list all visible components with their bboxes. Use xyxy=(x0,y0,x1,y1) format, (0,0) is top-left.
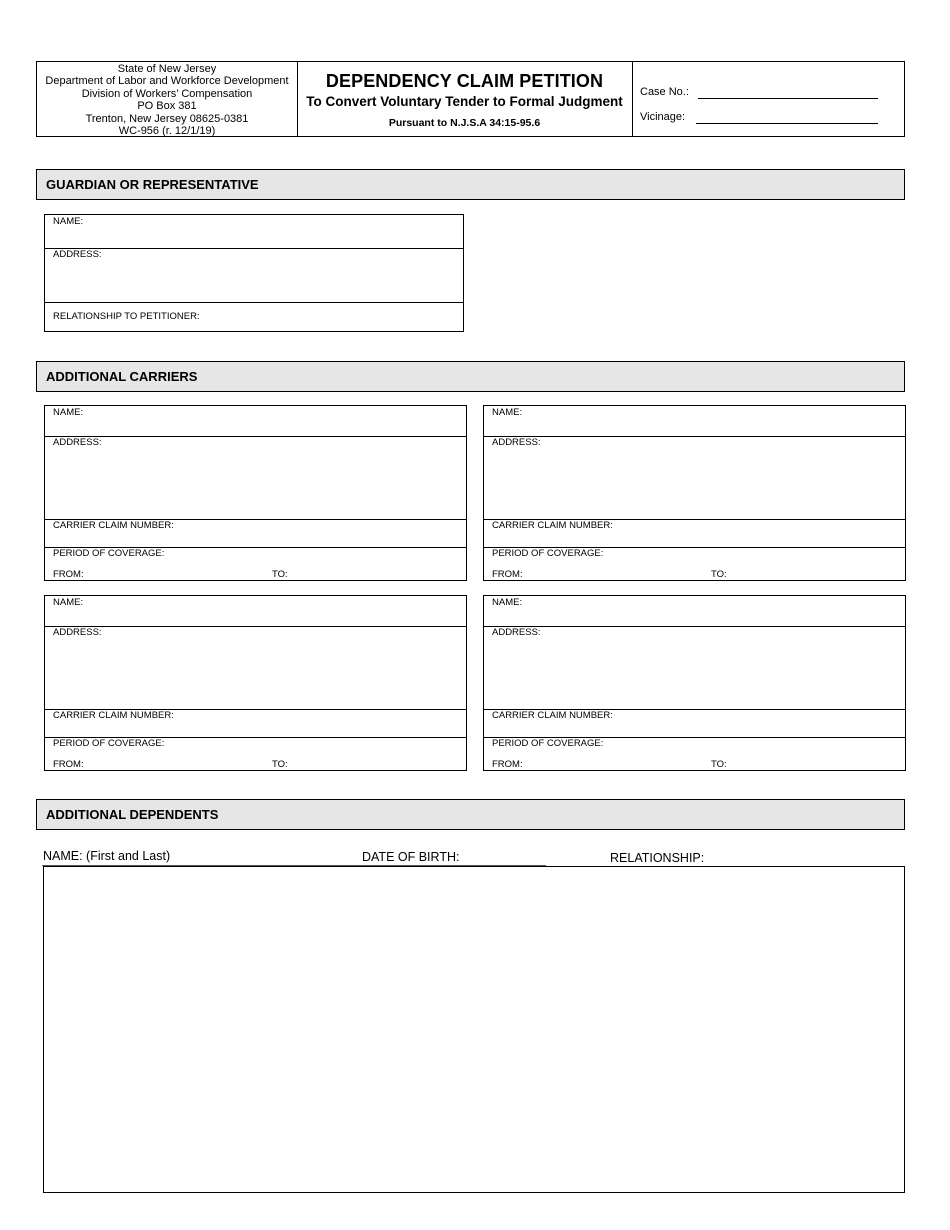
carrier-claim-number-field[interactable] xyxy=(45,520,466,548)
to-label: TO: xyxy=(711,759,727,770)
agency-line: Department of Labor and Workforce Development xyxy=(45,75,289,88)
carrier-claim-number-field[interactable] xyxy=(45,710,466,738)
dependent-name-header: NAME: (First and Last) xyxy=(43,849,171,863)
case-no-field[interactable] xyxy=(698,98,878,99)
address-label: ADDRESS: xyxy=(492,627,541,638)
carrier-address-field[interactable] xyxy=(45,437,466,520)
form-title: DEPENDENCY CLAIM PETITION xyxy=(325,71,604,91)
form-subtitle: To Convert Voluntary Tender to Formal Judgment xyxy=(306,94,623,109)
dependents-section-header: ADDITIONAL DEPENDENTS xyxy=(36,799,905,830)
carrier-name-field[interactable] xyxy=(484,596,905,627)
guardian-relationship-field[interactable] xyxy=(45,303,463,332)
guardian-name-field[interactable] xyxy=(45,215,463,249)
guardian-section-header: GUARDIAN OR REPRESENTATIVE xyxy=(36,169,905,200)
claim-number-label: CARRIER CLAIM NUMBER: xyxy=(492,710,613,721)
carrier-period-field[interactable] xyxy=(484,548,905,581)
carrier-period-field[interactable] xyxy=(484,738,905,771)
carrier-address-field[interactable] xyxy=(484,437,905,520)
name-label: NAME: xyxy=(492,597,523,608)
agency-line: Trenton, New Jersey 08625-0381 xyxy=(85,112,249,125)
statute-reference: Pursuant to N.J.S.A 34:15-95.6 xyxy=(388,117,541,129)
carrier-address-field[interactable] xyxy=(45,627,466,710)
dependent-relationship-header: RELATIONSHIP: xyxy=(610,851,705,865)
guardian-box xyxy=(44,214,464,332)
claim-number-label: CARRIER CLAIM NUMBER: xyxy=(53,710,174,721)
name-label: NAME: xyxy=(53,597,84,608)
carrier-name-field[interactable] xyxy=(45,596,466,627)
case-block xyxy=(632,62,904,136)
form-number: WC-956 (r. 12/1/19) xyxy=(118,125,216,138)
from-label: FROM: xyxy=(53,569,84,580)
from-label: FROM: xyxy=(53,759,84,770)
dependents-entry-area[interactable] xyxy=(43,866,905,1193)
carriers-section-header: ADDITIONAL CARRIERS xyxy=(36,361,905,392)
carrier-name-field[interactable] xyxy=(484,406,905,437)
claim-number-label: CARRIER CLAIM NUMBER: xyxy=(492,520,613,531)
name-label: NAME: xyxy=(53,407,84,418)
dependent-dob-header: DATE OF BIRTH: xyxy=(362,850,460,864)
period-label: PERIOD OF COVERAGE: xyxy=(492,548,604,559)
case-no-label: Case No.: xyxy=(640,86,689,98)
to-label: TO: xyxy=(272,759,288,770)
relationship-label: RELATIONSHIP TO PETITIONER: xyxy=(53,311,200,322)
agency-block xyxy=(37,62,298,137)
from-label: FROM: xyxy=(492,759,523,770)
carrier-address-field[interactable] xyxy=(484,627,905,710)
address-label: ADDRESS: xyxy=(53,437,102,448)
agency-line: Division of Workers’ Compensation xyxy=(81,87,253,100)
from-label: FROM: xyxy=(492,569,523,580)
carrier-box xyxy=(44,405,467,581)
address-label: ADDRESS: xyxy=(53,249,102,260)
address-label: ADDRESS: xyxy=(492,437,541,448)
period-label: PERIOD OF COVERAGE: xyxy=(492,738,604,749)
carrier-period-field[interactable] xyxy=(45,738,466,771)
case-no-row xyxy=(640,86,896,98)
vicinage-row xyxy=(640,111,896,123)
carrier-claim-number-field[interactable] xyxy=(484,520,905,548)
period-label: PERIOD OF COVERAGE: xyxy=(53,548,165,559)
name-label: NAME: xyxy=(53,216,84,227)
carrier-claim-number-field[interactable] xyxy=(484,710,905,738)
agency-line: PO Box 381 xyxy=(137,100,197,113)
agency-line: State of New Jersey xyxy=(117,63,217,75)
form-header xyxy=(36,61,905,137)
carrier-period-field[interactable] xyxy=(45,548,466,581)
address-label: ADDRESS: xyxy=(53,627,102,638)
guardian-address-field[interactable] xyxy=(45,249,463,303)
claim-number-label: CARRIER CLAIM NUMBER: xyxy=(53,520,174,531)
carrier-box xyxy=(483,595,906,771)
vicinage-field[interactable] xyxy=(696,123,878,124)
vicinage-label: Vicinage: xyxy=(640,111,686,123)
to-label: TO: xyxy=(711,569,727,580)
to-label: TO: xyxy=(272,569,288,580)
carrier-box xyxy=(44,595,467,771)
title-block xyxy=(297,62,633,136)
carrier-box xyxy=(483,405,906,581)
name-label: NAME: xyxy=(492,407,523,418)
period-label: PERIOD OF COVERAGE: xyxy=(53,738,165,749)
carrier-name-field[interactable] xyxy=(45,406,466,437)
